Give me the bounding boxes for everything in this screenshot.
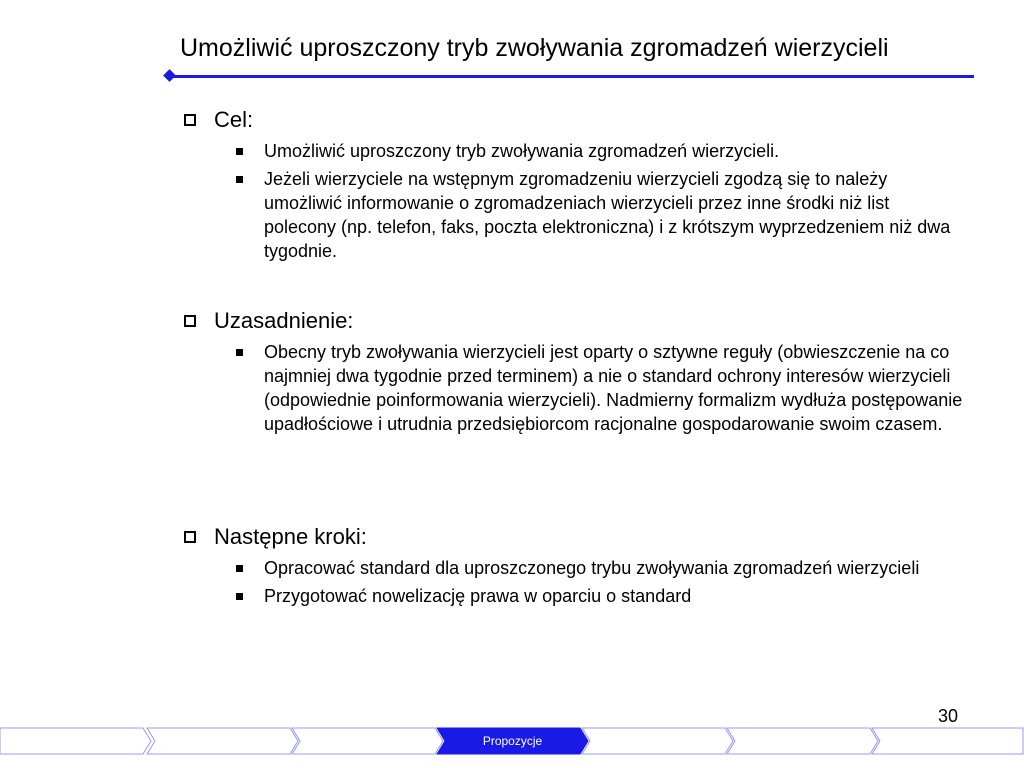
square-bullet-icon — [236, 565, 243, 572]
section-heading-label: Uzasadnienie: — [214, 308, 354, 333]
square-bullet-icon — [236, 593, 243, 600]
section-goal — [180, 105, 964, 267]
list-item — [180, 340, 964, 436]
square-bullet-icon — [236, 148, 243, 155]
list-item — [180, 584, 964, 608]
square-bullet-icon — [236, 349, 243, 356]
section-heading — [180, 522, 964, 552]
section-justification — [180, 306, 964, 440]
section-heading — [180, 306, 964, 336]
list-item-text: Obecny tryb zwoływania wierzycieli jest oparty o sztywne reguły (obwieszczenie na co najmniej dwa tygodnie przed terminem) a nie o standard ochrony interesów wierzycieli (odpowiednie poinformowania wierzycieli). Nadmierny formalizm wydłuża postępowanie upadłościowe i utrudnia przedsiębiorcom racjonalne gospodarowanie swoim czasem. — [264, 342, 963, 434]
list-item-text: Umożliwić uproszczony tryb zwoływania zgromadzeń wierzycieli. — [264, 141, 780, 161]
list-item — [180, 139, 964, 163]
nav-tab-2[interactable] — [147, 728, 298, 754]
list-item-text: Przygotować nowelizację prawa w oparciu o standard — [264, 586, 692, 606]
list-item — [180, 167, 964, 263]
list-item — [180, 556, 964, 580]
checkbox-bullet-icon — [184, 114, 196, 126]
nav-tab-6[interactable] — [727, 728, 878, 754]
nav-tab-3[interactable] — [292, 728, 443, 754]
slide-title: Umożliwić uproszczony tryb zwoływania zgromadzeń wierzycieli — [180, 34, 889, 62]
section-heading-label: Cel: — [214, 107, 254, 132]
nav-tab-7[interactable] — [872, 728, 1023, 754]
square-bullet-icon — [236, 176, 243, 183]
list-item-text: Jeżeli wierzyciele na wstępnym zgromadzeniu wierzycieli zgodzą się to należy umożliwić informowanie o zgromadzeniach wierzycieli przez inne środki niż list polecony (np. telefon, faks, poczta elektroniczna) i z krótszym wyprzedzeniem niż dwa tygodnie. — [264, 169, 951, 261]
nav-tab-5[interactable] — [582, 728, 733, 754]
section-next-steps — [180, 522, 964, 612]
title-rule-diamond — [163, 69, 176, 82]
checkbox-bullet-icon — [184, 531, 196, 543]
page-number: 30 — [938, 706, 959, 726]
section-heading-label: Następne kroki: — [214, 524, 367, 549]
nav-tab-active-label[interactable]: Propozycje — [482, 734, 543, 748]
section-nav-bar — [0, 727, 1024, 755]
checkbox-bullet-icon — [184, 315, 196, 327]
title-rule — [172, 75, 974, 78]
section-heading — [180, 105, 964, 135]
nav-tab-1[interactable] — [0, 728, 151, 754]
list-item-text: Opracować standard dla uproszczonego trybu zwoływania zgromadzeń wierzycieli — [264, 558, 920, 578]
